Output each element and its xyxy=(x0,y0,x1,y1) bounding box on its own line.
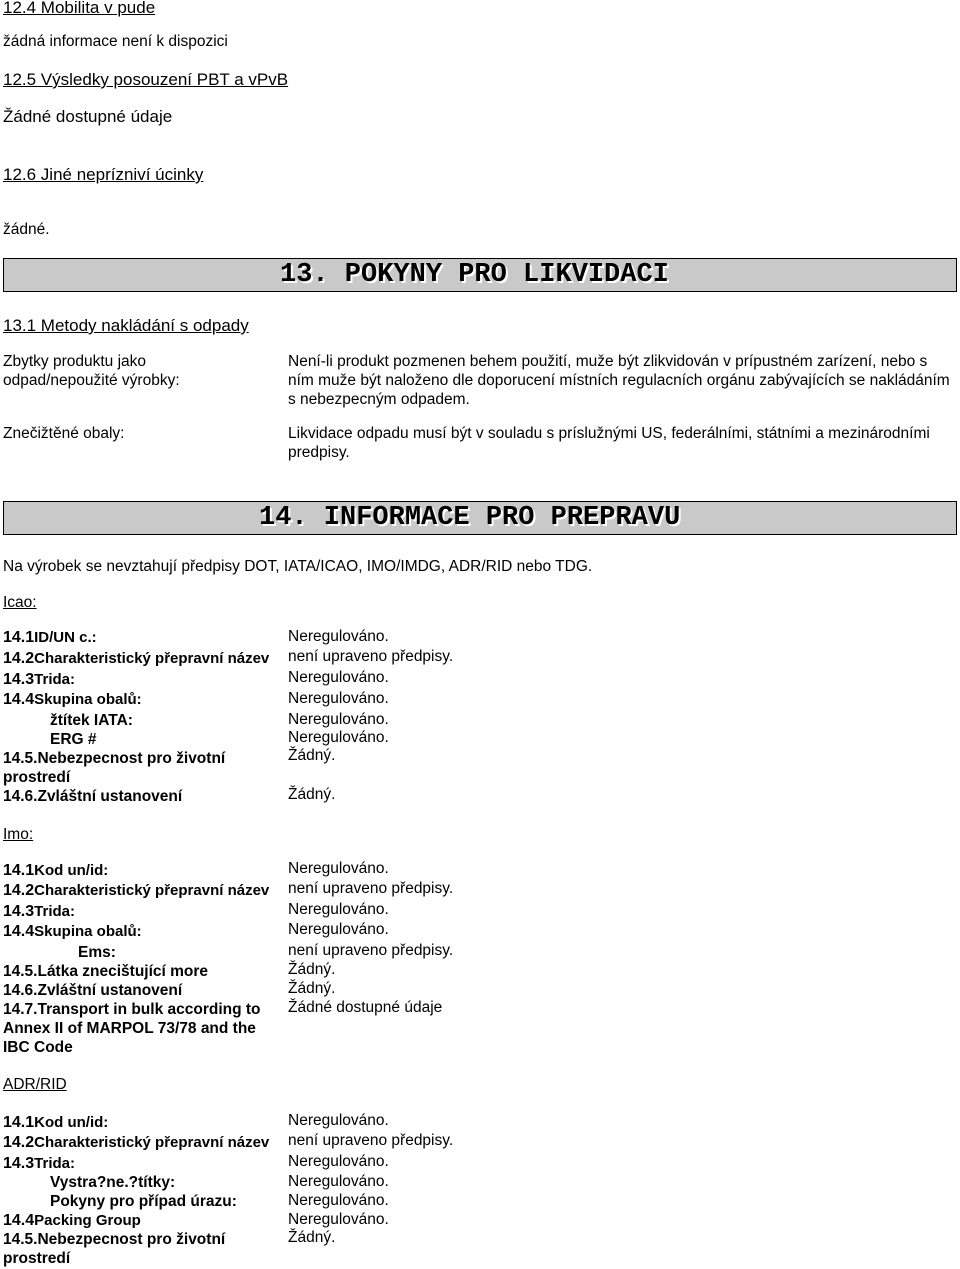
mobility-heading: 12.4 Mobilita v pude xyxy=(3,0,156,17)
transport-intro: Na výrobek se nevztahují předpisy DOT, IATA/ICAO, IMO/IMDG, ADR/RID nebo TDG. xyxy=(3,558,593,575)
imo-row-un: 14.1Kod un/id: xyxy=(3,862,109,879)
icao-iata-label: žtítek IATA: xyxy=(50,712,133,729)
imo-packing-group-value: Neregulováno. xyxy=(288,921,389,938)
adr-row-shipping-name: 14.2Charakteristický přepravní název xyxy=(3,1134,270,1151)
packaging-text: Likvidace odpadu musí být v souladu s príslužnými US, federálními, státními a mezinárodními predpisy. xyxy=(288,425,930,461)
imo-bulk-transport-value: Žádné dostupné údaje xyxy=(288,999,443,1016)
icao-row-shipping-name: 14.2Charakteristický přepravní název xyxy=(3,650,270,667)
adr-env-hazard-label: 14.5.Nebezpecnost pro životní prostredí xyxy=(3,1231,226,1267)
adr-row-un: 14.1Kod un/id: xyxy=(3,1114,109,1131)
section-13-banner xyxy=(3,258,957,292)
icao-special-provisions-label: 14.6.Zvláštní ustanovení xyxy=(3,788,183,805)
section-14-banner xyxy=(3,501,957,535)
imo-marine-pollutant-label: 14.5.Látka znecištující more xyxy=(3,963,209,980)
adr-heading: ADR/RID xyxy=(3,1076,67,1093)
icao-env-hazard-label: 14.5.Nebezpecnost pro životní prostredí xyxy=(3,750,226,786)
imo-ems-value: není upraveno předpisy. xyxy=(288,942,454,959)
imo-row-class: 14.3Trida: xyxy=(3,903,75,920)
imo-special-provisions-value: Žádný. xyxy=(288,980,336,997)
pbt-text: Žádné dostupné údaje xyxy=(3,107,173,126)
icao-env-hazard-value: Žádný. xyxy=(288,747,336,764)
residue-text: Není-li produkt pozmenen behem použití, muže být zlikvidován v prípustném zarízení, nebo s ním muže být naloženo dle doporucení místních regulacních orgánu zabývajících se nakládáním s nebezpecným odpadem. xyxy=(288,353,950,408)
adr-warning-labels-value: Neregulováno. xyxy=(288,1173,389,1190)
section-13-title: 13. POKYNY PRO LIKVIDACI xyxy=(280,260,669,290)
adr-emergency-value: Neregulováno. xyxy=(288,1192,389,1209)
icao-shipping-name-value: není upraveno předpisy. xyxy=(288,648,454,665)
imo-row-shipping-name: 14.2Charakteristický přepravní název xyxy=(3,882,270,899)
icao-erg-value: Neregulováno. xyxy=(288,729,389,746)
adr-un-value: Neregulováno. xyxy=(288,1112,389,1129)
adr-row-class: 14.3Trida: xyxy=(3,1155,75,1172)
imo-shipping-name-value: není upraveno předpisy. xyxy=(288,880,454,897)
icao-class-value: Neregulováno. xyxy=(288,669,389,686)
packaging-label: Znečižtěné obaly: xyxy=(3,425,125,442)
icao-row-packing-group: 14.4Skupina obalů: xyxy=(3,691,142,708)
icao-row-un: 14.1ID/UN c.: xyxy=(3,629,97,646)
adr-class-value: Neregulováno. xyxy=(288,1153,389,1170)
icao-row-class: 14.3Trida: xyxy=(3,671,75,688)
imo-ems-label: Ems: xyxy=(78,944,116,961)
imo-un-value: Neregulováno. xyxy=(288,860,389,877)
imo-special-provisions-label: 14.6.Zvláštní ustanovení xyxy=(3,982,183,999)
adr-shipping-name-value: není upraveno předpisy. xyxy=(288,1132,454,1149)
icao-heading: Icao: xyxy=(3,594,37,611)
icao-erg-label: ERG # xyxy=(50,731,97,748)
adr-warning-labels-label: Vystra?ne.?títky: xyxy=(50,1174,176,1191)
adr-packing-group-value: Neregulováno. xyxy=(288,1211,389,1228)
imo-bulk-transport-label: 14.7.Transport in bulk according to Annex II of MARPOL 73/78 and the IBC Code xyxy=(3,1001,261,1056)
imo-class-value: Neregulováno. xyxy=(288,901,389,918)
adr-row-packing-group: 14.4Packing Group xyxy=(3,1212,141,1229)
adr-env-hazard-value: Žádný. xyxy=(288,1229,336,1246)
imo-marine-pollutant-value: Žádný. xyxy=(288,961,336,978)
imo-row-packing-group: 14.4Skupina obalů: xyxy=(3,923,142,940)
adr-emergency-label: Pokyny pro případ úrazu: xyxy=(50,1193,237,1210)
residue-label: Zbytky produktu jako odpad/nepoužité výrobky: xyxy=(3,353,180,389)
mobility-text: žádná informace není k dispozici xyxy=(3,33,228,50)
waste-methods-heading: 13.1 Metody nakládání s odpady xyxy=(3,316,249,335)
icao-packing-group-value: Neregulováno. xyxy=(288,690,389,707)
icao-iata-value: Neregulováno. xyxy=(288,711,389,728)
section-14-title: 14. INFORMACE PRO PREPRAVU xyxy=(259,503,681,533)
other-effects-text: žádné. xyxy=(3,221,50,238)
icao-special-provisions-value: Žádný. xyxy=(288,786,336,803)
other-effects-heading: 12.6 Jiné neprízniví úcinky xyxy=(3,165,204,184)
icao-un-value: Neregulováno. xyxy=(288,628,389,645)
imo-heading: Imo: xyxy=(3,826,34,843)
pbt-heading: 12.5 Výsledky posouzení PBT a vPvB xyxy=(3,70,289,89)
